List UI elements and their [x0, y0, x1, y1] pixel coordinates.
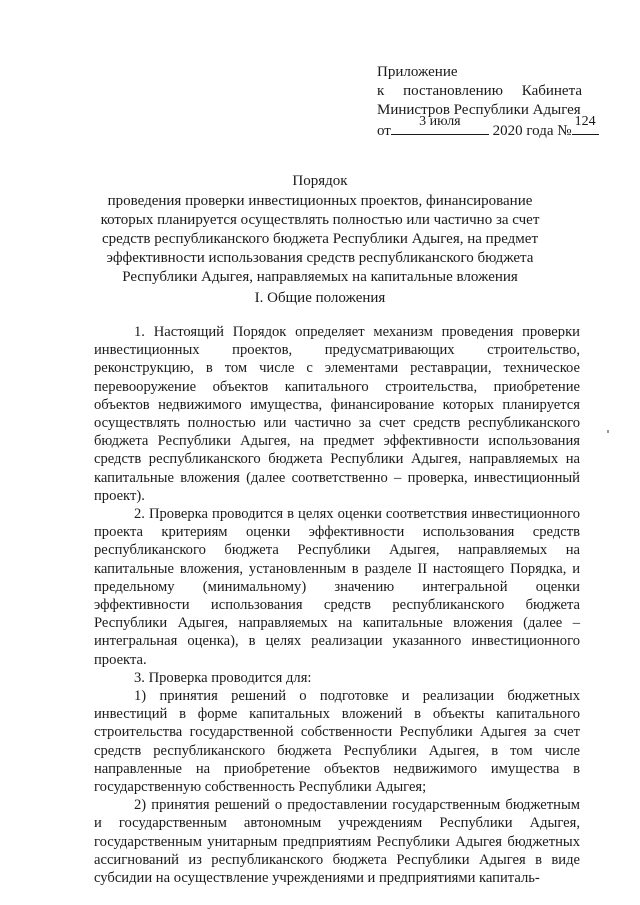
date-prefix: от	[377, 123, 391, 139]
title-subtitle: проведения проверки инвестиционных проектов, финансирование которых планируется осуществлять полностью или частично за счет средств республиканского бюджета Республики Адыгея, на предмет эффективности использования средств республиканского бюджета Республики Адыгея, направляемых на капитальные вложения	[100, 193, 540, 285]
appendix-date-line	[377, 114, 596, 141]
appendix-label: Приложение	[377, 64, 458, 80]
document-body	[94, 323, 580, 887]
document-title	[80, 172, 560, 287]
date-suffix: 2020 года №	[492, 123, 572, 139]
paragraph-3-item-2: 2) принятия решений о предоставлении государственным бюджетным и государственным автономным учреждениям Республики Адыгея, государственным унитарным предприятиям Республики Адыгея бюджетных ассигнований из республиканского бюджета Республики Адыгея в виде субсидии на осуществление учреждениями и предприятиями капиталь-	[94, 797, 580, 887]
number-fill-field	[572, 114, 599, 135]
appendix-resolution-word: постановлению	[403, 83, 503, 99]
handwritten-number: 124	[574, 114, 596, 129]
appendix-cabinet-word: Кабинета	[521, 83, 582, 99]
appendix-ministers-line: Министров Республики Адыгея	[377, 102, 581, 118]
paragraph-1: 1. Настоящий Порядок определяет механизм проведения проверки инвестиционных проектов, предусматривающих строительство, реконструкцию, в том числе с элементами реставрации, техническое перевооружение объектов капитального строительства, приобретение объектов недвижимого имущества, финансирование которых планируется осуществлять полностью или частично за счет средств республиканского бюджета Республики Адыгея, на предмет эффективности использования средств республиканского бюджета Республики Адыгея, направляемых на капитальные вложения (далее соответственно – проверка, инвестиционный проект).	[94, 324, 580, 504]
appendix-block	[377, 63, 596, 141]
title-heading: Порядок	[292, 173, 348, 189]
appendix-to-word: к	[377, 83, 385, 99]
paragraph-3: 3. Проверка проводится для:	[134, 669, 312, 686]
scan-speck	[607, 430, 609, 433]
handwritten-date: 3 июля	[419, 114, 461, 129]
paragraph-2: 2. Проверка проводится в целях оценки соответствия инвестиционного проекта критериям оценки эффективности использования средств республиканского бюджета Республики Адыгея, направляемых на капитальные вложения, установленным в разделе II настоящего Порядка, и предельному (минимальному) значению интегральной оценки эффективности использования средств республиканского бюджета Республики Адыгея, направляемых на капитальные вложения (далее – интегральная оценка), в целях реализации указанного инвестиционного проекта.	[94, 506, 580, 668]
section-title: I. Общие положения	[254, 290, 386, 306]
appendix-resolution-line	[377, 82, 582, 101]
date-fill-field	[391, 114, 489, 135]
paragraph-3-item-1: 1) принятия решений о подготовке и реализации бюджетных инвестиций в форме капитальных вложений в объекты капитального строительства государственной собственности Республики Адыгея за счет средств республиканского бюджета Республики Адыгея, в том числе направленные на приобретение объектов недвижимого имущества в государственную собственность Республики Адыгея;	[94, 688, 580, 796]
